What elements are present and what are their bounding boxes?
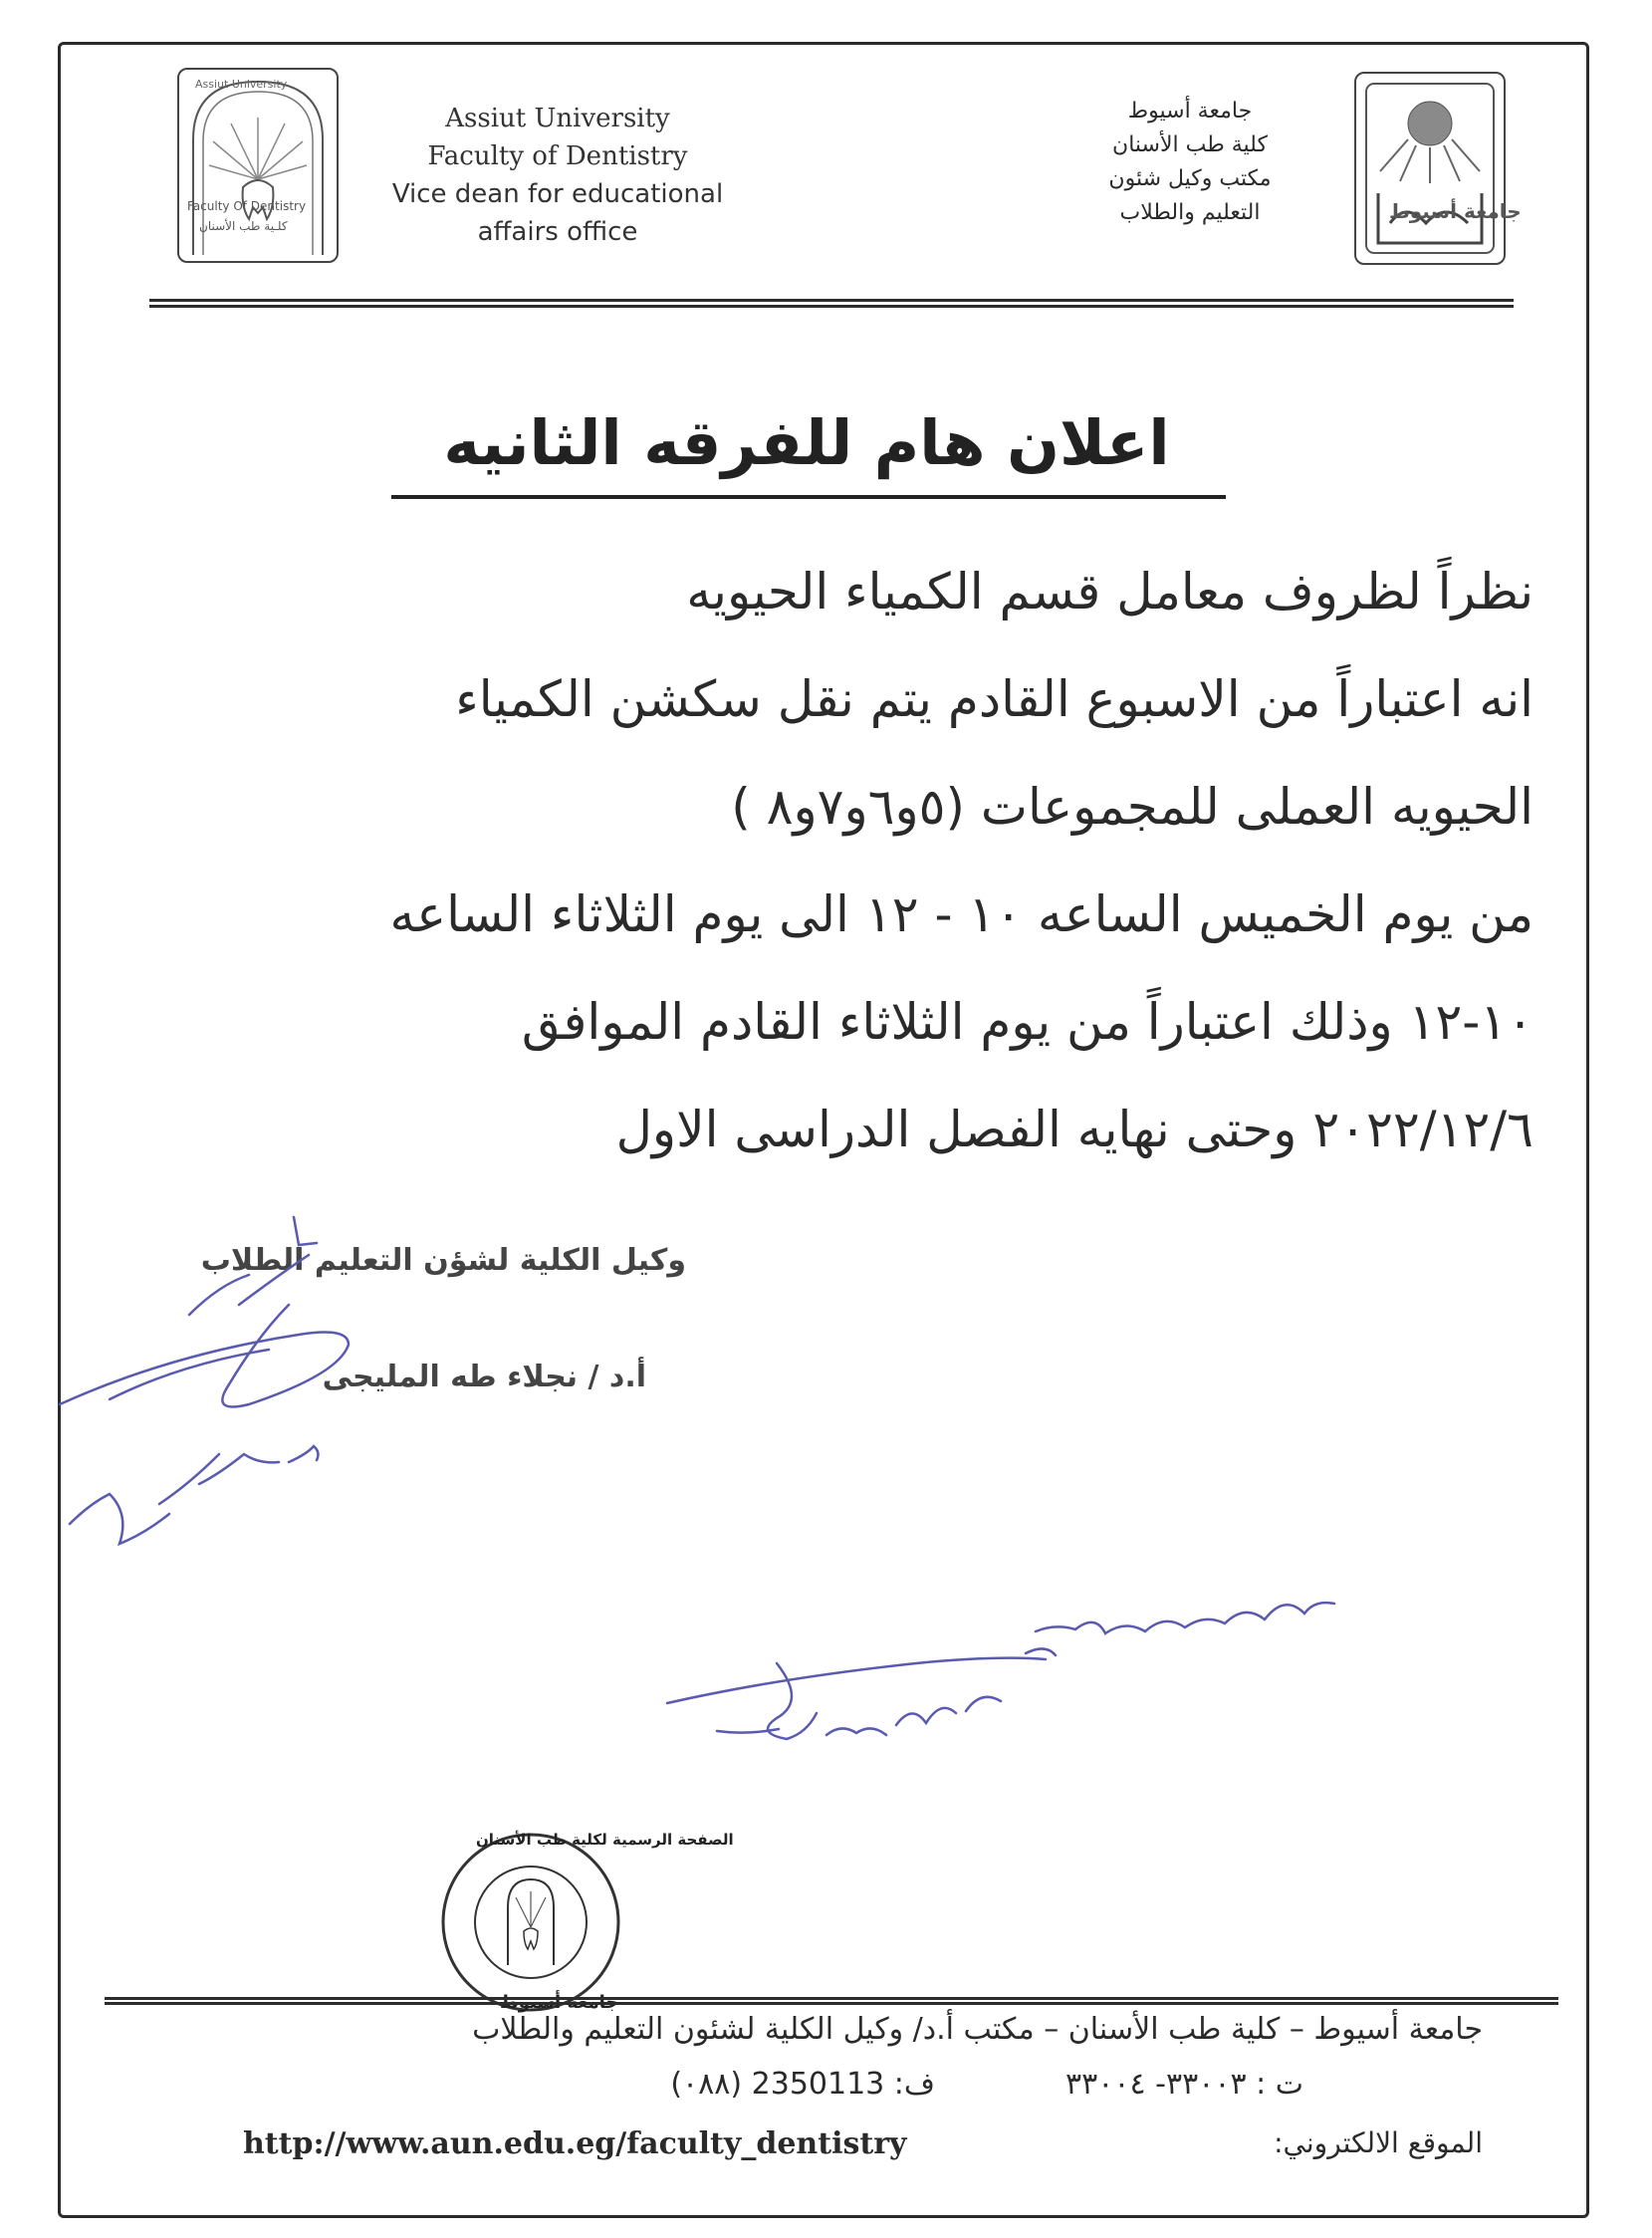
announcement-line: ٢٠٢٢/١٢/٦ وحتى نهايه الفصل الدراسى الاول bbox=[615, 1101, 1534, 1158]
right-logo-text: جامعة أسيوط bbox=[1389, 199, 1522, 223]
header-ar-faculty: كلية طب الأسنان bbox=[1112, 132, 1268, 157]
announcement-title: اعلان هام للفرقه الثانيه bbox=[443, 406, 1170, 479]
footer-phone: ت : ٣٣٠٠٣- ٣٣٠٠٤ bbox=[1065, 2067, 1303, 2102]
header-en-office-2: affairs office bbox=[477, 217, 638, 247]
footer-website-label: الموقع الالكتروني: bbox=[1274, 2126, 1483, 2159]
left-logo-bottom-ar: كلـية طب الأسنان bbox=[199, 219, 288, 233]
header-en-faculty: Faculty of Dentistry bbox=[427, 141, 688, 171]
university-logo bbox=[1354, 72, 1506, 265]
header-ar-office-2: التعليم والطلاب bbox=[1119, 200, 1261, 225]
stamp-ring-text: الصفحة الرسمية لكلية طب الأسنان bbox=[476, 1831, 734, 1849]
header-arabic bbox=[1036, 95, 1344, 230]
signatory-name: أ.د / نجلاء طه المليجى bbox=[322, 1360, 646, 1394]
header-en-university: Assiut University bbox=[445, 104, 670, 133]
footer-address: جامعة أسيوط – كلية طب الأسنان – مكتب أ.د/ وكيل الكلية لشئون التعليم والطلاب bbox=[472, 2012, 1483, 2047]
header-ar-office-1: مكتب وكيل شئون bbox=[1108, 166, 1272, 191]
handwritten-signature-2 bbox=[657, 1584, 1374, 1783]
left-logo-top-text: Assiut University bbox=[195, 78, 288, 91]
announcement-line: من يوم الخميس الساعه ١٠ - ١٢ الى يوم الثلاثاء الساعه bbox=[389, 885, 1534, 943]
university-logo-emblem bbox=[1356, 74, 1504, 263]
stamp-bottom-text: جامعة أسيوط bbox=[500, 1992, 619, 2013]
announcement-line: نظراً لظروف معامل قسم الكمياء الحيويه bbox=[686, 563, 1534, 621]
footer-divider bbox=[105, 1997, 1558, 2005]
handwritten-signature-1 bbox=[50, 1215, 747, 1594]
announcement-line: انه اعتباراً من الاسبوع القادم يتم نقل سكشن الكمياء bbox=[455, 670, 1534, 728]
faculty-logo bbox=[177, 68, 339, 263]
title-underline bbox=[391, 495, 1226, 499]
header-ar-university: جامعة أسيوط bbox=[1127, 99, 1253, 124]
signatory-title: وكيل الكلية لشؤن التعليم الطلاب bbox=[200, 1243, 686, 1278]
stamp-seal bbox=[436, 1828, 625, 2017]
announcement-body bbox=[129, 538, 1534, 1183]
footer-website-link[interactable]: http://www.aun.edu.eg/faculty_dentistry bbox=[243, 2126, 907, 2161]
announcement-line: الحيويه العملى للمجموعات (٥و٦و٧و٨ ) bbox=[731, 778, 1534, 836]
footer-fax: ف: 2350113 (٠٨٨) bbox=[670, 2067, 935, 2102]
left-logo-bottom-en: Faculty Of Dentistry bbox=[187, 199, 307, 213]
announcement-line: ١٠-١٢ وذلك اعتباراً من يوم الثلاثاء القادم الموافق bbox=[521, 993, 1534, 1051]
header-divider bbox=[149, 299, 1514, 308]
header-en-office-1: Vice dean for educational bbox=[391, 179, 724, 209]
header-english bbox=[358, 100, 757, 251]
